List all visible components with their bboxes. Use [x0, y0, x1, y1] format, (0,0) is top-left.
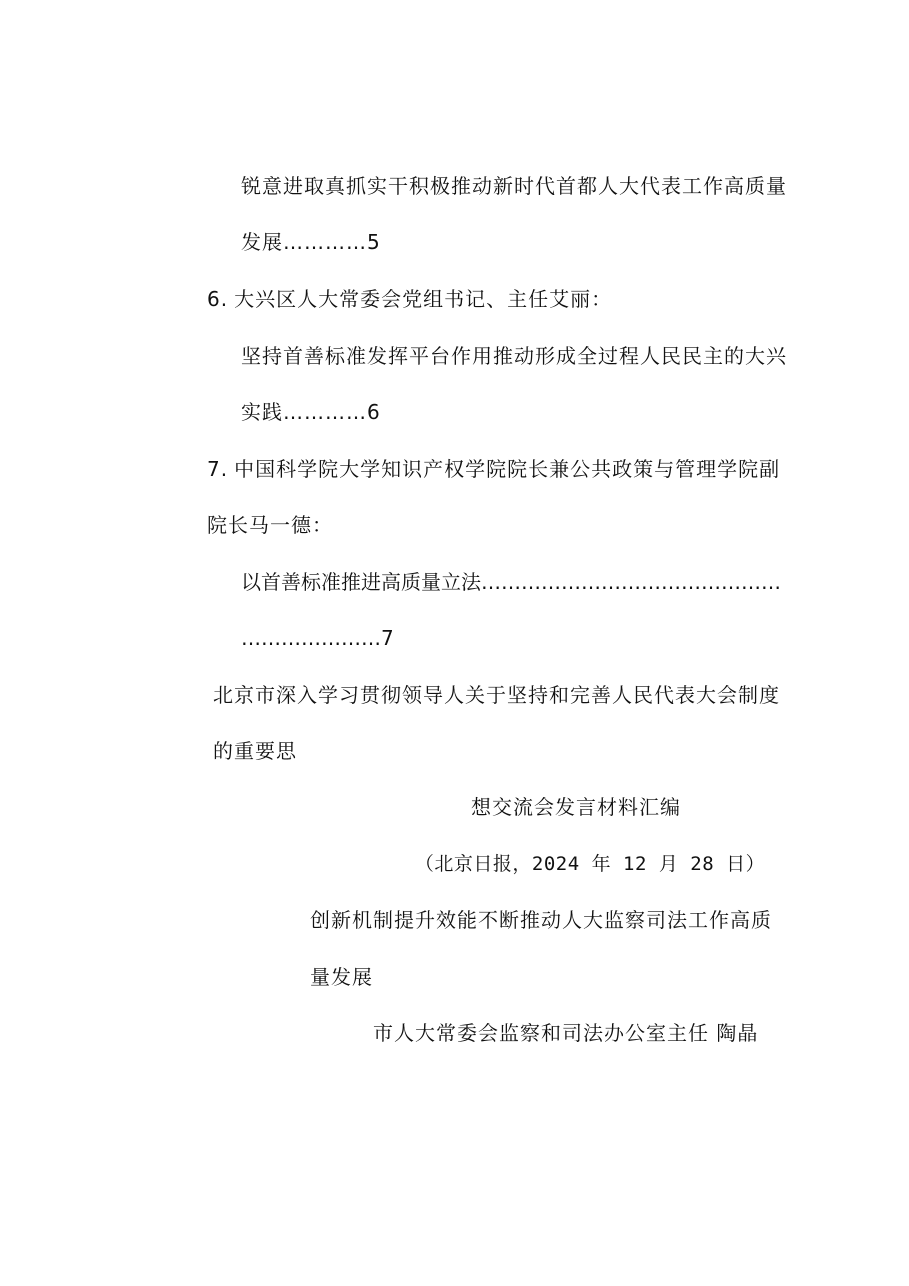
toc-item6-speaker: 大兴区人大常委会党组书记、主任艾丽：	[234, 287, 613, 311]
article-title-line2: 量发展	[310, 965, 373, 989]
source-date: （北京日报，2024 年 12 月 28 日）	[414, 853, 766, 875]
toc-item5-title-line2: 发展…………5	[241, 230, 381, 254]
heading-line1: 北京市深入学习贯彻领导人关于坚持和完善人民代表大会制度	[213, 683, 780, 707]
toc-item6-number: 6.	[207, 287, 229, 311]
toc-item7-header	[207, 457, 780, 481]
toc-item7-speaker-line1: 中国科学院大学知识产权学院院长兼公共政策与管理学院副	[234, 457, 781, 481]
heading-line2: 的重要思	[213, 739, 297, 763]
article-title-line1: 创新机制提升效能不断推动人大监察司法工作高质	[310, 908, 772, 932]
toc-item7-number: 7.	[207, 457, 229, 481]
article-author: 市人大常委会监察和司法办公室主任 陶晶	[373, 1021, 759, 1045]
toc-item6-title-line2: 实践…………6	[241, 400, 381, 424]
toc-item7-title-line2: …………………7	[241, 626, 394, 650]
toc-item6-title-line1: 坚持首善标准发挥平台作用推动形成全过程人民民主的大兴	[241, 344, 787, 368]
toc-item5-title-line1: 锐意进取真抓实干积极推动新时代首都人大代表工作高质量	[241, 174, 787, 198]
toc-item7-title-line1: 以首善标准推进高质量立法………………………………………	[241, 570, 781, 594]
heading-line3: 想交流会发言材料汇编	[471, 795, 681, 819]
toc-item6-header	[207, 287, 612, 311]
toc-item7-speaker-line2: 院长马一德：	[207, 513, 333, 537]
